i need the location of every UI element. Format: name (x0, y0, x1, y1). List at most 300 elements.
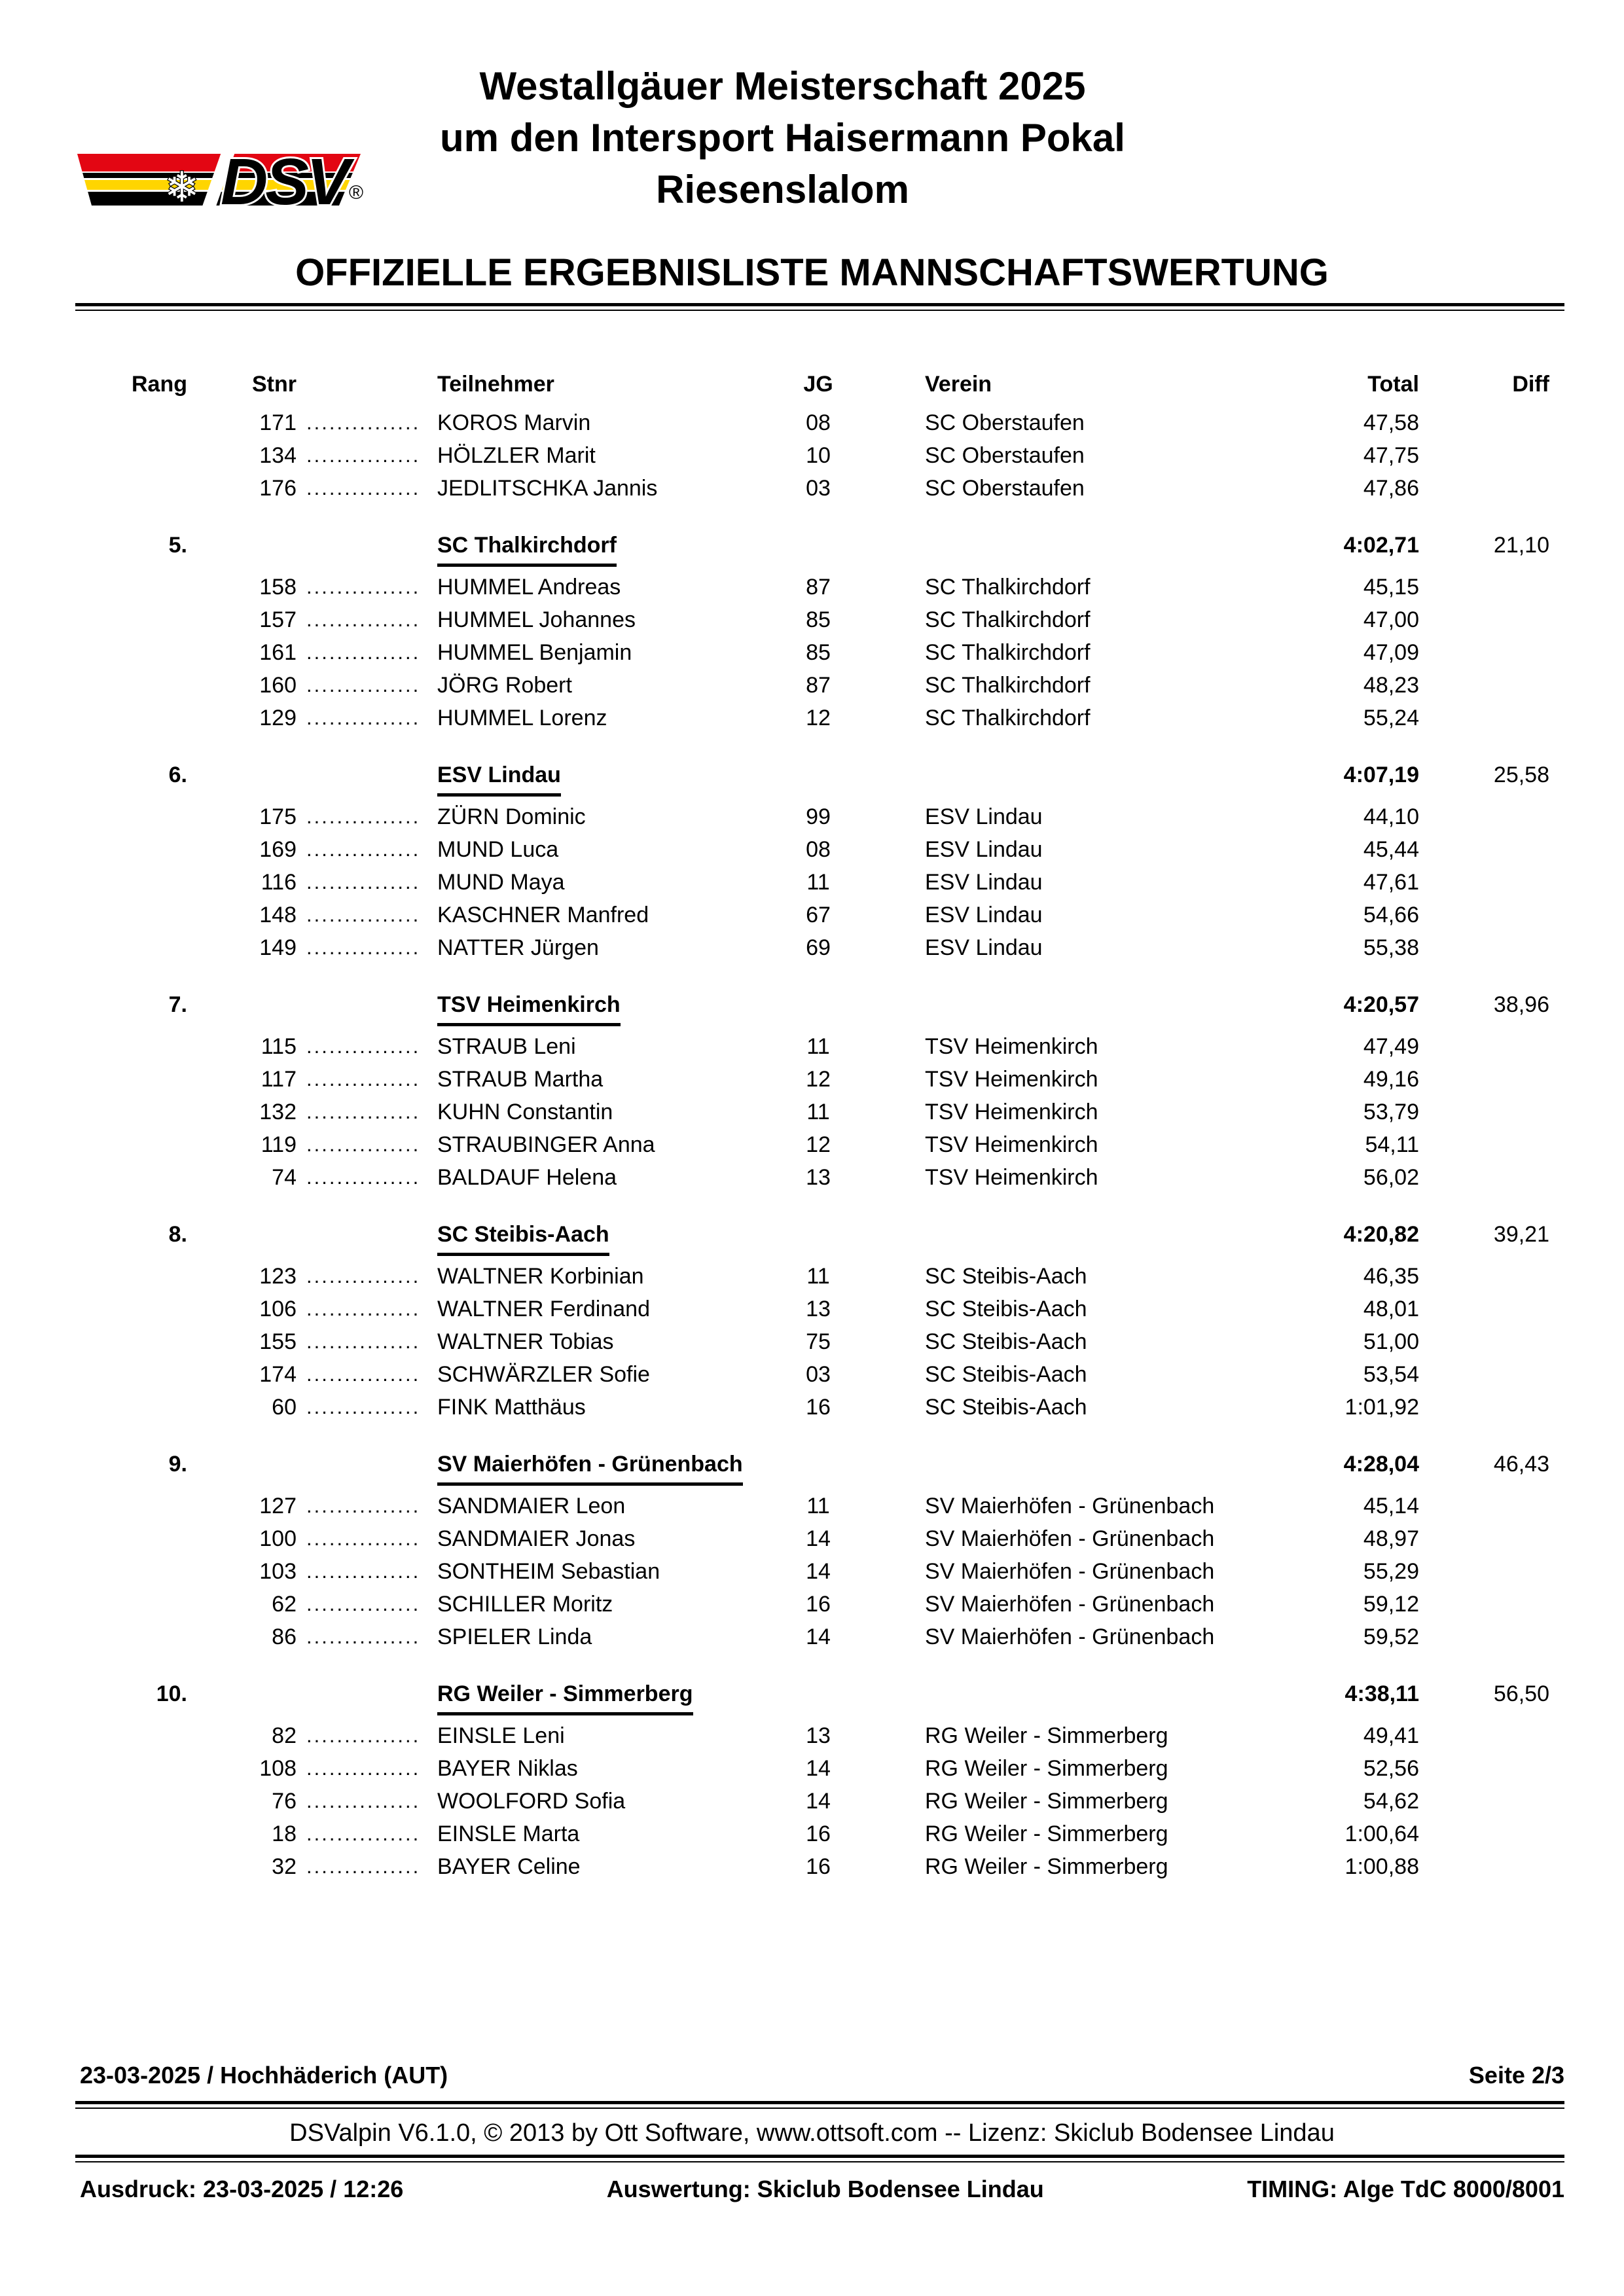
team-total-cell: 4:02,71 (1343, 533, 1419, 558)
total-cell: 54,62 (1363, 1789, 1419, 1814)
result-row (79, 472, 1564, 505)
team-total-cell: 4:07,19 (1343, 762, 1419, 787)
footer-print-row (80, 2176, 1564, 2203)
result-row (79, 439, 1564, 472)
total-cell: 55,24 (1363, 706, 1419, 730)
name-cell: STRAUB Leni (437, 1034, 576, 1059)
jg-cell: 03 (806, 1362, 831, 1387)
team-total-cell: 4:38,11 (1344, 1681, 1419, 1706)
team-diff-cell: 25,58 (1493, 762, 1549, 787)
stnr-cell: 132 (259, 1100, 297, 1124)
name-cell: HUMMEL Andreas (437, 575, 621, 600)
leader-dots: ............... (306, 476, 421, 499)
jg-cell: 12 (806, 706, 831, 730)
stnr-cell: 18 (272, 1821, 297, 1846)
team-total-cell: 4:20,57 (1343, 992, 1419, 1017)
name-cell: WALTNER Ferdinand (437, 1297, 650, 1321)
total-cell: 55,38 (1363, 935, 1419, 960)
leader-dots: ............... (306, 444, 421, 467)
total-cell: 52,56 (1363, 1756, 1419, 1781)
team-diff-cell: 21,10 (1493, 533, 1549, 558)
leader-dots: ............... (306, 641, 421, 664)
result-row (79, 1522, 1564, 1555)
verein-cell: SC Steibis-Aach (925, 1264, 1087, 1289)
jg-cell: 67 (806, 903, 831, 927)
jg-cell: 11 (806, 870, 830, 895)
result-row (79, 571, 1564, 603)
result-row (79, 1358, 1564, 1391)
name-cell: JEDLITSCHKA Jannis (437, 476, 658, 501)
total-cell: 47,58 (1363, 410, 1419, 435)
leader-dots: ............... (306, 1855, 421, 1878)
footer-software-line: DSValpin V6.1.0, © 2013 by Ott Software, www.ottsoft.com -- Lizenz: Skiclub Bodensee Lindau (289, 2119, 1335, 2147)
stnr-cell: 160 (259, 673, 297, 698)
snowflake-icon: ❄ (164, 164, 200, 212)
name-cell: EINSLE Leni (437, 1723, 565, 1748)
jg-cell: 87 (806, 575, 831, 600)
result-row (79, 1588, 1564, 1621)
verein-cell: RG Weiler - Simmerberg (925, 1756, 1168, 1781)
total-cell: 48,97 (1363, 1526, 1419, 1551)
name-cell: KASCHNER Manfred (437, 903, 649, 927)
total-cell: 56,02 (1363, 1165, 1419, 1190)
jg-cell: 99 (806, 804, 831, 829)
total-cell: 44,10 (1363, 804, 1419, 829)
result-row (79, 1030, 1564, 1063)
leader-dots: ............... (306, 1625, 421, 1648)
jg-cell: 14 (806, 1789, 831, 1814)
total-cell: 45,14 (1363, 1494, 1419, 1518)
logo-registered-mark: ® (349, 182, 364, 204)
leader-dots: ............... (306, 608, 421, 631)
stnr-cell: 86 (272, 1624, 297, 1649)
stnr-cell: 157 (259, 607, 297, 632)
leader-dots: ............... (306, 1265, 421, 1287)
team-name: SC Steibis-Aach (437, 1219, 609, 1256)
team-name: SV Maierhöfen - Grünenbach (437, 1449, 743, 1486)
jg-cell: 14 (806, 1624, 831, 1649)
logo-dsv-text: DSV (221, 145, 348, 217)
verein-cell: SC Steibis-Aach (925, 1395, 1087, 1420)
jg-cell: 85 (806, 607, 831, 632)
total-cell: 53,54 (1363, 1362, 1419, 1387)
jg-cell: 13 (806, 1297, 831, 1321)
stnr-cell: 155 (259, 1329, 297, 1354)
jg-cell: 87 (806, 673, 831, 698)
jg-cell: 10 (806, 443, 831, 468)
name-cell: STRAUB Martha (437, 1067, 604, 1092)
team-header-row (79, 530, 1564, 567)
total-cell: 47,61 (1363, 870, 1419, 895)
jg-cell: 75 (806, 1329, 831, 1354)
team-diff-cell: 39,21 (1493, 1222, 1549, 1247)
verein-cell: TSV Heimenkirch (925, 1165, 1098, 1190)
name-cell: JÖRG Robert (437, 673, 572, 698)
leader-dots: ............... (306, 936, 421, 959)
name-cell: WALTNER Korbinian (437, 1264, 644, 1289)
jg-cell: 13 (806, 1165, 831, 1190)
name-cell: SPIELER Linda (437, 1624, 592, 1649)
list-subtitle: OFFIZIELLE ERGEBNISLISTE MANNSCHAFTSWERTUNG (295, 251, 1329, 294)
team-header-row (79, 990, 1564, 1026)
verein-cell: ESV Lindau (925, 935, 1043, 960)
stnr-cell: 32 (272, 1854, 297, 1879)
jg-cell: 11 (806, 1494, 830, 1518)
result-row (79, 1719, 1564, 1752)
verein-cell: TSV Heimenkirch (925, 1067, 1098, 1092)
footer-print-info: Ausdruck: 23-03-2025 / 12:26 (80, 2176, 404, 2202)
stnr-cell: 106 (259, 1297, 297, 1321)
stnr-cell: 82 (272, 1723, 297, 1748)
jg-cell: 11 (806, 1264, 830, 1289)
verein-cell: RG Weiler - Simmerberg (925, 1821, 1168, 1846)
leader-dots: ............... (306, 575, 421, 598)
verein-cell: ESV Lindau (925, 903, 1043, 927)
leader-dots: ............... (306, 1494, 421, 1517)
stnr-cell: 174 (259, 1362, 297, 1387)
stnr-cell: 60 (272, 1395, 297, 1420)
team-total-cell: 4:28,04 (1343, 1452, 1419, 1477)
col-header-verein: Verein (925, 372, 992, 397)
verein-cell: SC Thalkirchdorf (925, 607, 1091, 632)
team-rank-cell: 10. (156, 1681, 187, 1706)
verein-cell: TSV Heimenkirch (925, 1132, 1098, 1157)
stnr-cell: 129 (259, 706, 297, 730)
leader-dots: ............... (306, 1527, 421, 1550)
team-rows (79, 571, 1564, 734)
footer-evaluation: Auswertung: Skiclub Bodensee Lindau (606, 2176, 1044, 2202)
team-header-row (79, 1679, 1564, 1715)
total-cell: 55,29 (1363, 1559, 1419, 1584)
col-header-rang: Rang (132, 372, 187, 397)
leader-dots: ............... (306, 1822, 421, 1845)
name-cell: SANDMAIER Jonas (437, 1526, 636, 1551)
footer-page-number: Seite 2/3 (1468, 2062, 1564, 2089)
stnr-cell: 171 (259, 410, 297, 435)
verein-cell: RG Weiler - Simmerberg (925, 1789, 1168, 1814)
verein-cell: SV Maierhöfen - Grünenbach (925, 1624, 1215, 1649)
result-row (79, 1555, 1564, 1588)
total-cell: 1:01,92 (1344, 1395, 1419, 1420)
result-row (79, 1818, 1564, 1850)
verein-cell: SC Thalkirchdorf (925, 575, 1091, 600)
result-row (79, 866, 1564, 899)
leader-dots: ............... (306, 706, 421, 729)
leader-dots: ............... (306, 1724, 421, 1747)
jg-cell: 69 (806, 935, 831, 960)
result-row (79, 669, 1564, 702)
result-row (79, 931, 1564, 964)
team-rows (79, 1490, 1564, 1653)
stnr-cell: 100 (259, 1526, 297, 1551)
result-row (79, 1621, 1564, 1653)
result-row (79, 1325, 1564, 1358)
total-cell: 59,12 (1363, 1592, 1419, 1617)
team-header-row (79, 760, 1564, 797)
table-body (79, 406, 1564, 1883)
stnr-cell: 103 (259, 1559, 297, 1584)
jg-cell: 08 (806, 837, 831, 862)
name-cell: WALTNER Tobias (437, 1329, 614, 1354)
event-title-line1: Westallgäuer Meisterschaft 2025 (479, 64, 1086, 108)
total-cell: 47,86 (1363, 476, 1419, 501)
team-rank-cell: 8. (168, 1222, 187, 1247)
jg-cell: 85 (806, 640, 831, 665)
jg-cell: 03 (806, 476, 831, 501)
team-rows (79, 1719, 1564, 1883)
verein-cell: SC Steibis-Aach (925, 1329, 1087, 1354)
jg-cell: 16 (806, 1592, 831, 1617)
name-cell: HUMMEL Benjamin (437, 640, 632, 665)
verein-cell: SC Oberstaufen (925, 410, 1085, 435)
verein-cell: SC Oberstaufen (925, 443, 1085, 468)
team-rows (79, 1030, 1564, 1194)
team-name-cell (426, 1219, 1296, 1256)
stnr-cell: 134 (259, 443, 297, 468)
result-row (79, 1752, 1564, 1785)
leader-dots: ............... (306, 1395, 421, 1418)
team-name: RG Weiler - Simmerberg (437, 1679, 693, 1715)
team-name-cell (426, 760, 1296, 797)
jg-cell: 13 (806, 1723, 831, 1748)
leader-dots: ............... (306, 1100, 421, 1123)
team-rank-cell: 9. (168, 1452, 187, 1477)
stnr-cell: 127 (259, 1494, 297, 1518)
name-cell: EINSLE Marta (437, 1821, 580, 1846)
total-cell: 53,79 (1363, 1100, 1419, 1124)
result-row (79, 603, 1564, 636)
verein-cell: SV Maierhöfen - Grünenbach (925, 1526, 1215, 1551)
name-cell: BAYER Celine (437, 1854, 581, 1879)
name-cell: WOOLFORD Sofia (437, 1789, 626, 1814)
jg-cell: 14 (806, 1756, 831, 1781)
result-row (79, 1096, 1564, 1128)
team-section (79, 1449, 1564, 1653)
verein-cell: SC Steibis-Aach (925, 1297, 1087, 1321)
total-cell: 49,41 (1363, 1723, 1419, 1748)
verein-cell: RG Weiler - Simmerberg (925, 1723, 1168, 1748)
result-row (79, 1391, 1564, 1424)
total-cell: 54,66 (1363, 903, 1419, 927)
result-row (79, 1293, 1564, 1325)
leader-dots: ............... (306, 1757, 421, 1780)
verein-cell: SV Maierhöfen - Grünenbach (925, 1592, 1215, 1617)
team-section (79, 1219, 1564, 1424)
stnr-cell: 119 (261, 1132, 297, 1157)
jg-cell: 12 (806, 1132, 831, 1157)
leader-dots: ............... (306, 1035, 421, 1058)
team-total-cell: 4:20,82 (1343, 1222, 1419, 1247)
name-cell: HÖLZLER Marit (437, 443, 596, 468)
leader-dots: ............... (306, 870, 421, 893)
stnr-cell: 176 (259, 476, 297, 501)
name-cell: FINK Matthäus (437, 1395, 586, 1420)
team-name-cell (426, 990, 1296, 1026)
col-header-teilnehmer: Teilnehmer (437, 372, 554, 397)
leader-dots: ............... (306, 1330, 421, 1353)
total-cell: 59,52 (1363, 1624, 1419, 1649)
leader-dots: ............... (306, 1067, 421, 1090)
total-cell: 48,01 (1363, 1297, 1419, 1321)
leader-dots: ............... (306, 1166, 421, 1189)
result-row (79, 406, 1564, 439)
jg-cell: 16 (806, 1821, 831, 1846)
stnr-cell: 115 (261, 1034, 297, 1059)
col-header-total: Total (1367, 372, 1419, 397)
result-row (79, 636, 1564, 669)
team-header-row (79, 1219, 1564, 1256)
stnr-cell: 123 (259, 1264, 297, 1289)
name-cell: HUMMEL Lorenz (437, 706, 607, 730)
team-name: ESV Lindau (437, 760, 561, 797)
col-header-jg: JG (803, 372, 833, 397)
name-cell: KUHN Constantin (437, 1100, 613, 1124)
jg-cell: 14 (806, 1559, 831, 1584)
leader-dots: ............... (306, 805, 421, 828)
result-row (79, 702, 1564, 734)
leader-dots: ............... (306, 411, 421, 434)
name-cell: SCHILLER Moritz (437, 1592, 613, 1617)
stnr-cell: 62 (272, 1592, 297, 1617)
total-cell: 47,09 (1363, 640, 1419, 665)
leader-dots: ............... (306, 1560, 421, 1583)
stnr-cell: 108 (259, 1756, 297, 1781)
team-rows (79, 1260, 1564, 1424)
name-cell: STRAUBINGER Anna (437, 1132, 655, 1157)
event-title-line3: Riesenslalom (656, 168, 909, 211)
result-row (79, 1785, 1564, 1818)
total-cell: 51,00 (1363, 1329, 1419, 1354)
name-cell: NATTER Jürgen (437, 935, 599, 960)
stnr-cell: 161 (259, 640, 297, 665)
team-rank-cell: 6. (168, 762, 187, 787)
footer-divider-bottom (75, 2155, 1564, 2162)
event-title-line2: um den Intersport Haisermann Pokal (440, 116, 1125, 160)
total-cell: 45,44 (1363, 837, 1419, 862)
leader-dots: ............... (306, 1789, 421, 1812)
column-header-row (79, 370, 1564, 399)
jg-cell: 11 (806, 1034, 830, 1059)
results-table (0, 310, 1624, 1883)
leader-dots: ............... (306, 1133, 421, 1156)
jg-cell: 16 (806, 1395, 831, 1420)
verein-cell: TSV Heimenkirch (925, 1034, 1098, 1059)
name-cell: SANDMAIER Leon (437, 1494, 626, 1518)
name-cell: MUND Luca (437, 837, 559, 862)
team-diff-cell: 46,43 (1493, 1452, 1549, 1477)
stnr-cell: 175 (259, 804, 297, 829)
total-cell: 54,11 (1365, 1132, 1419, 1157)
leader-dots: ............... (306, 1297, 421, 1320)
name-cell: KOROS Marvin (437, 410, 591, 435)
verein-cell: ESV Lindau (925, 870, 1043, 895)
footer-timing: TIMING: Alge TdC 8000/8001 (1247, 2176, 1564, 2202)
jg-cell: 12 (806, 1067, 831, 1092)
total-cell: 46,35 (1363, 1264, 1419, 1289)
result-row (79, 800, 1564, 833)
jg-cell: 08 (806, 410, 831, 435)
footer-date-place: 23-03-2025 / Hochhäderich (AUT) (80, 2062, 448, 2089)
team-diff-cell: 56,50 (1493, 1681, 1549, 1706)
team-name-cell (426, 530, 1296, 567)
team-rank-cell: 7. (168, 992, 187, 1017)
leader-dots: ............... (306, 673, 421, 696)
result-row (79, 1490, 1564, 1522)
team-rank-cell: 5. (168, 533, 187, 558)
name-cell: ZÜRN Dominic (437, 804, 586, 829)
verein-cell: ESV Lindau (925, 837, 1043, 862)
verein-cell: SC Thalkirchdorf (925, 640, 1091, 665)
stnr-cell: 74 (272, 1165, 297, 1190)
total-cell: 1:00,88 (1344, 1854, 1419, 1879)
event-title-block (0, 60, 1595, 215)
jg-cell: 14 (806, 1526, 831, 1551)
jg-cell: 11 (806, 1100, 830, 1124)
leader-dots: ............... (306, 1363, 421, 1386)
leader-dots: ............... (306, 1592, 421, 1615)
name-cell: SCHWÄRZLER Sofie (437, 1362, 650, 1387)
total-cell: 47,75 (1363, 443, 1419, 468)
stnr-cell: 117 (261, 1067, 297, 1092)
stnr-cell: 76 (272, 1789, 297, 1814)
team-rows (79, 800, 1564, 964)
result-row (79, 1161, 1564, 1194)
name-cell: SONTHEIM Sebastian (437, 1559, 660, 1584)
team-name-cell (426, 1679, 1296, 1715)
team-name: TSV Heimenkirch (437, 990, 621, 1026)
footer-divider-top (75, 2101, 1564, 2109)
verein-cell: SC Steibis-Aach (925, 1362, 1087, 1387)
stnr-cell: 148 (259, 903, 297, 927)
team-diff-cell: 38,96 (1493, 992, 1549, 1017)
result-row (79, 1850, 1564, 1883)
col-header-diff: Diff (1512, 372, 1549, 397)
name-cell: MUND Maya (437, 870, 565, 895)
stnr-cell: 158 (259, 575, 297, 600)
name-cell: HUMMEL Johannes (437, 607, 636, 632)
stnr-cell: 169 (259, 837, 297, 862)
team-section (79, 1679, 1564, 1883)
verein-cell: SC Oberstaufen (925, 476, 1085, 501)
verein-cell: RG Weiler - Simmerberg (925, 1854, 1168, 1879)
total-cell: 48,23 (1363, 673, 1419, 698)
verein-cell: SV Maierhöfen - Grünenbach (925, 1494, 1215, 1518)
result-row (79, 1260, 1564, 1293)
stnr-cell: 149 (259, 935, 297, 960)
total-cell: 45,15 (1363, 575, 1419, 600)
stnr-cell: 116 (261, 870, 297, 895)
col-header-stnr: Stnr (252, 372, 297, 397)
team-name: SC Thalkirchdorf (437, 530, 617, 567)
leader-dots: ............... (306, 903, 421, 926)
team-section (79, 760, 1564, 964)
team-name-cell (426, 1449, 1296, 1486)
result-row (79, 1063, 1564, 1096)
total-cell: 47,49 (1363, 1034, 1419, 1059)
name-cell: BAYER Niklas (437, 1756, 578, 1781)
jg-cell: 16 (806, 1854, 831, 1879)
leader-dots: ............... (306, 838, 421, 861)
verein-cell: SC Thalkirchdorf (925, 706, 1091, 730)
team-section (79, 990, 1564, 1194)
verein-cell: SC Thalkirchdorf (925, 673, 1091, 698)
result-row (79, 899, 1564, 931)
team-section (79, 530, 1564, 734)
verein-cell: SV Maierhöfen - Grünenbach (925, 1559, 1215, 1584)
total-cell: 47,00 (1363, 607, 1419, 632)
total-cell: 49,16 (1363, 1067, 1419, 1092)
result-row (79, 1128, 1564, 1161)
